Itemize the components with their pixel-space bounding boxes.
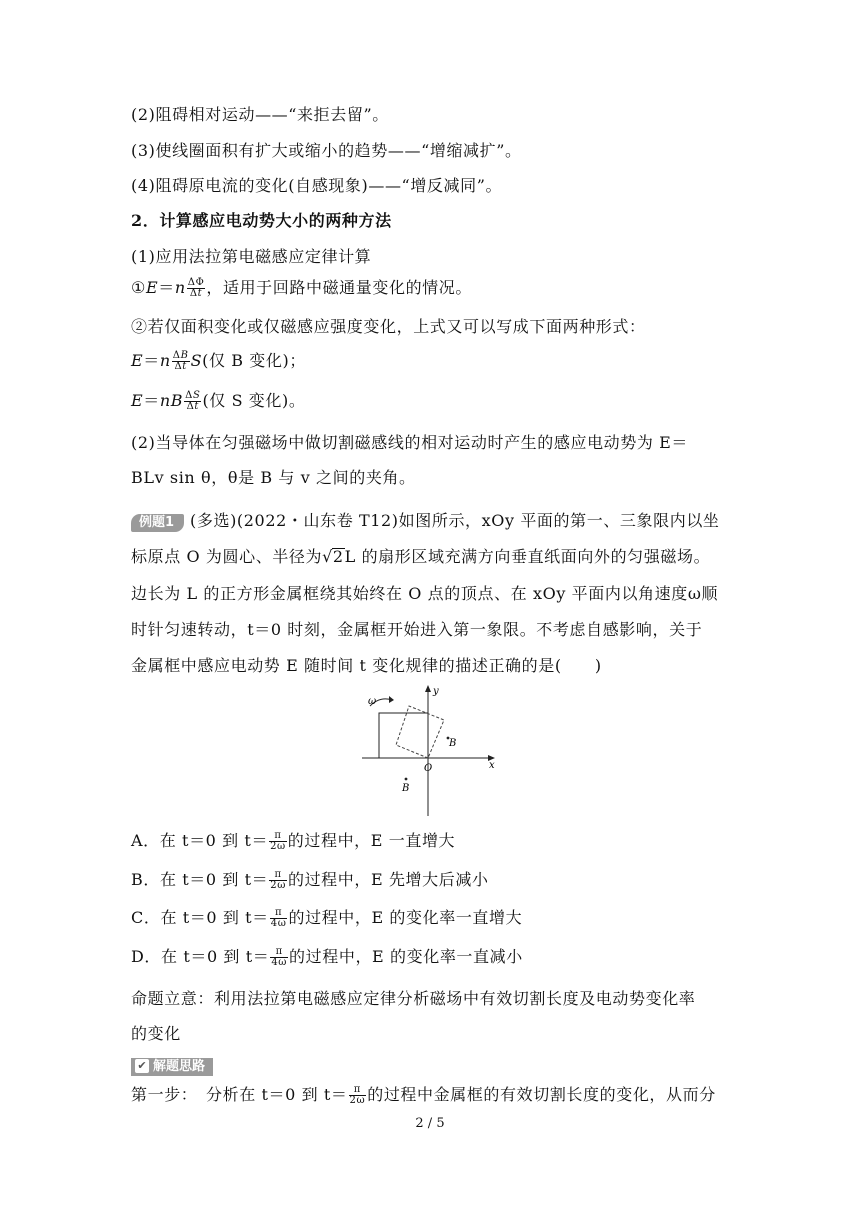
option-b-tail: 的过程中，E 先增大后减小 xyxy=(287,870,489,889)
example-line-4: 时针匀速转动，t＝0 时刻，金属框开始进入第一象限。不考虑自感影响，关于 xyxy=(131,620,703,639)
intent-line-2: 的变化 xyxy=(131,1024,181,1043)
example-line-1 xyxy=(131,510,720,532)
fraction: $\frac{\pi}{2\omega}$ xyxy=(349,1084,366,1106)
origin-label: O xyxy=(424,763,433,774)
solution-badge-label: 解题思路 xyxy=(153,1059,206,1074)
para-2-line-1: (2)当导体在匀强磁场中做切割磁感线的相对运动时产生的感应电动势为 E＝ xyxy=(131,433,689,452)
sqrt-value: 2 xyxy=(332,547,344,566)
option-b[interactable] xyxy=(131,869,489,891)
fraction: $\frac{\pi}{2\omega}$ xyxy=(270,830,286,852)
section-heading: 2．计算感应电动势大小的两种方法 xyxy=(131,211,392,230)
example-line-3: 边长为 L 的正方形金属框绕其始终在 O 点的顶点、在 xOy 平面内以角速度ω顺 xyxy=(131,584,719,603)
point-2: (2)阻碍相对运动——“来拒去留”。 xyxy=(131,105,389,124)
solution-header xyxy=(131,1054,213,1076)
intent-line-1: 命题立意：利用法拉第电磁感应定律分析磁场中有效切割长度及电动势变化率 xyxy=(131,989,696,1008)
example-text-2b: L 的扇形区域充满方向垂直纸面向外的匀强磁场。 xyxy=(344,547,711,566)
solution-badge xyxy=(131,1058,213,1076)
fraction: $\frac{\Delta B}{\Delta t}$ xyxy=(172,350,189,372)
option-d-tail: 的过程中，E 的变化率一直减小 xyxy=(289,947,523,966)
example-text-1: (多选)(2022・山东卷 T12)如图所示，xOy 平面的第一、三象限内以坐 xyxy=(190,511,720,530)
axis-y-label: y xyxy=(433,686,439,697)
option-c[interactable] xyxy=(131,907,522,929)
option-b-lead: B．在 t＝0 到 t＝ xyxy=(131,870,269,889)
rotating-frame-figure xyxy=(358,682,502,820)
formula-1-lead: ① xyxy=(131,278,146,297)
field-label-2: B xyxy=(402,783,410,794)
example-line-2: 标原点 O 为圆心、半径为√2L 的扇形区域充满方向垂直纸面向外的匀强磁场。 xyxy=(131,547,711,566)
fraction: $\frac{\pi}{4\omega}$ xyxy=(271,946,288,968)
formula-3: E＝n $\frac{\Delta B}{\Delta t}$ S(仅 B 变化)； xyxy=(131,350,306,372)
para-2-line-2: BLv sin θ，θ是 B 与 v 之间的夹角。 xyxy=(131,468,416,487)
point-4: (4)阻碍原电流的变化(自感现象)——“增反减同”。 xyxy=(131,176,503,195)
field-label-1: B xyxy=(449,738,457,749)
axis-x-label: x xyxy=(489,760,495,771)
formula-2-text: ②若仅面积变化或仅磁感应强度变化，上式又可以写成下面两种形式： xyxy=(131,317,646,336)
formula-4: E＝nB $\frac{\Delta S}{\Delta t}$ (仅 S 变化)。 xyxy=(131,390,306,412)
step-lead: 第一步： 分析在 t＝0 到 t＝ xyxy=(131,1085,348,1104)
option-a-lead: A．在 t＝0 到 t＝ xyxy=(131,831,269,850)
omega-label: ω xyxy=(368,696,377,707)
fraction: $\frac{\pi}{2\omega}$ xyxy=(270,869,286,891)
subheading-1: (1)应用法拉第电磁感应定律计算 xyxy=(131,247,372,266)
option-c-lead: C．在 t＝0 到 t＝ xyxy=(131,908,269,927)
formula-1-tail: ，适用于回路中磁通量变化的情况。 xyxy=(206,278,472,297)
page-number: 2 / 5 xyxy=(415,1116,445,1131)
option-d[interactable] xyxy=(131,946,523,968)
example-text-2a: 标原点 O 为圆心、半径为 xyxy=(131,547,323,566)
point-3: (3)使线圈面积有扩大或缩小的趋势——“增缩减扩”。 xyxy=(131,141,522,160)
step-tail: 的过程中金属框的有效切割长度的变化，从而分 xyxy=(367,1085,716,1104)
solution-step-1 xyxy=(131,1084,716,1106)
option-c-tail: 的过程中，E 的变化率一直增大 xyxy=(288,908,523,927)
example-line-5: 金属框中感应电动势 E 随时间 t 变化规律的描述正确的是( ) xyxy=(131,656,602,675)
formula-1: ①E＝n $\frac{\Delta\Phi}{\Delta t}$ ，适用于回路中磁通量变化的情况。 xyxy=(131,277,472,299)
example-badge: 例题1 xyxy=(131,514,184,532)
fraction: $\frac{\Delta\Phi}{\Delta t}$ xyxy=(187,277,205,299)
option-a[interactable] xyxy=(131,830,455,852)
fraction: $\frac{\Delta S}{\Delta t}$ xyxy=(185,390,201,412)
formula-3-tail: (仅 B 变化)； xyxy=(202,351,306,370)
option-d-lead: D．在 t＝0 到 t＝ xyxy=(131,947,270,966)
option-a-tail: 的过程中，E 一直增大 xyxy=(287,831,456,850)
formula-4-tail: (仅 S 变化)。 xyxy=(202,391,306,410)
check-icon: ✔ xyxy=(135,1059,149,1073)
fraction: $\frac{\pi}{4\omega}$ xyxy=(270,907,287,929)
